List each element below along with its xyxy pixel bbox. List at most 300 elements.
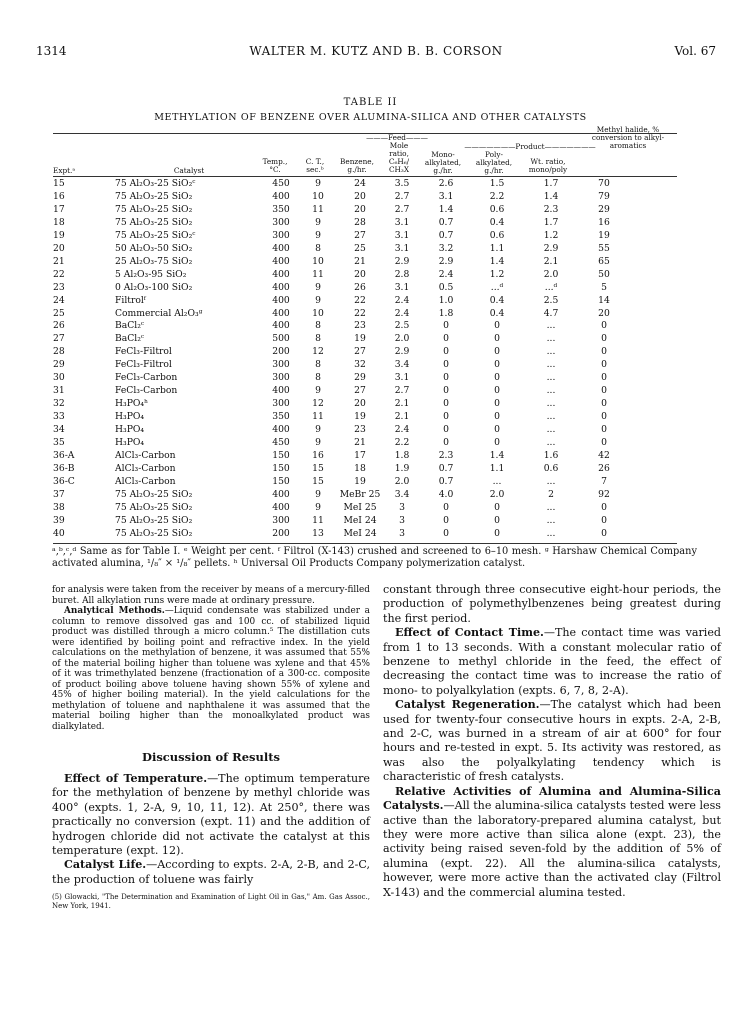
table-row <box>53 515 629 528</box>
table-cell: 20 <box>53 242 65 254</box>
table-cell: 21 <box>354 437 366 449</box>
table-cell: 55 <box>598 242 610 254</box>
table-cell: 19 <box>354 333 366 345</box>
table-row <box>53 191 629 204</box>
table-cell: 2 <box>548 488 554 500</box>
table-cell: 1.4 <box>438 203 454 215</box>
table-cell: 20 <box>354 203 366 215</box>
table-cell: 400 <box>272 307 290 319</box>
table-cell: 400 <box>272 294 290 306</box>
table-cell: 0 <box>494 333 500 345</box>
table-cell: 350 <box>272 203 290 215</box>
table-cell: 2.3 <box>438 450 454 462</box>
table-cell: 0.6 <box>489 229 505 241</box>
table-cell: 400 <box>272 501 290 513</box>
table-cell: 75 Al₂O₃-25 SiO₂ <box>115 527 193 539</box>
table-cell: 400 <box>272 242 290 254</box>
table-cell: FeCl₃-Carbon <box>115 385 178 397</box>
table-cell: 0 <box>443 514 449 526</box>
left-footnote: (5) Glowacki, "The Determination and Examination of Light Oil in Gas," Am. Gas Assoc., New York, 1941. <box>52 893 370 911</box>
table-cell: 50 <box>598 268 610 280</box>
table-cell: 0 <box>443 437 449 449</box>
table-cell: 10 <box>312 307 324 319</box>
table-cell: AlCl₃-Carbon <box>115 450 176 462</box>
table-cell: 500 <box>272 333 290 345</box>
table-cell: 400 <box>272 320 290 332</box>
table-cell: FeCl₃-Filtrol <box>115 359 172 371</box>
table-cell: ... <box>546 411 556 423</box>
table-cell: 9 <box>315 437 321 449</box>
table-cell: 2.9 <box>394 346 410 358</box>
table-cell: 1.4 <box>543 190 559 202</box>
product-group-label: ———————Product——————— <box>464 142 596 151</box>
table-cell: 300 <box>272 372 290 384</box>
table-cell: AlCl₃-Carbon <box>115 475 176 487</box>
left-p1: for analysis were taken from the receiver by means of a mercury-filled buret. All alkylation runs were made at ordinary pressure. <box>52 585 370 606</box>
table-cell: 28 <box>354 216 366 228</box>
volume: Vol. 67 <box>674 44 716 58</box>
table-cell: ... <box>492 475 502 487</box>
table-cell: 200 <box>272 527 290 539</box>
table-cell: 26 <box>354 281 366 293</box>
table-cell: 300 <box>272 398 290 410</box>
table-cell: 2.7 <box>394 385 410 397</box>
table-cell: 0 <box>494 437 500 449</box>
table-cell: 0 <box>494 320 500 332</box>
table-cell: 2.2 <box>489 190 505 202</box>
table-cell: BaCl₂ᶜ <box>115 320 145 332</box>
table-cell: ... <box>546 398 556 410</box>
table-cell: 0 <box>443 359 449 371</box>
table-cell: MeBr 25 <box>339 488 381 500</box>
table-cell: 25 Al₂O₃-75 SiO₂ <box>115 255 193 267</box>
table-cell: 16 <box>53 190 65 202</box>
table-cell: 0 <box>443 346 449 358</box>
table-cell: ... <box>546 385 556 397</box>
table-cell: 0 <box>443 527 449 539</box>
table-row <box>53 463 629 476</box>
col-mono: Mono-alkylated, g./hr. <box>424 150 462 175</box>
table-cell: ... <box>546 475 556 487</box>
table-cell: 9 <box>315 488 321 500</box>
table-caption: METHYLATION OF BENZENE OVER ALUMINA-SILICA AND OTHER CATALYSTS <box>154 112 587 123</box>
table-row <box>53 528 629 541</box>
table-cell: 0 <box>494 501 500 513</box>
col-benzene: Benzene, g./hr. <box>340 157 374 174</box>
table-cell: 0 <box>494 385 500 397</box>
table-cell: 50 Al₂O₃-50 SiO₂ <box>115 242 193 254</box>
table-cell: 1.7 <box>543 178 559 189</box>
table-cell: 0.7 <box>438 216 454 228</box>
table-cell: 11 <box>312 514 324 526</box>
table-cell: 2.0 <box>543 268 559 280</box>
table-cell: 75 Al₂O₃-25 SiO₂ <box>115 488 193 500</box>
table-cell: 8 <box>315 333 321 345</box>
table-cell: 4.7 <box>543 307 559 319</box>
table-cell: 21 <box>53 255 65 267</box>
table-cell: 450 <box>272 178 290 189</box>
table-footnote: ᵃ,ᵇ,ᶜ,ᵈ Same as for Table I. ᵉ Weight per cent. ᶠ Filtrol (X-143) crushed and screened to 6–10 mesh. ᵍ Harshaw Chemical Company activated alumina, ¹/₈″ × ¹/₈″ pellets. ʰ Universal Oil Products Company polymerization catalyst. <box>52 546 697 569</box>
table-cell: 27 <box>53 333 65 345</box>
table-cell: 3.1 <box>394 242 410 254</box>
table-cell: 400 <box>272 190 290 202</box>
table-cell: AlCl₃-Carbon <box>115 462 176 474</box>
table-cell: 27 <box>354 229 366 241</box>
table-cell: 2.1 <box>543 255 559 267</box>
table-cell: 40 <box>53 527 65 539</box>
col-methyl-halide: Methyl halide, % conversion to alkyl-aromatics <box>591 125 665 150</box>
table-row <box>53 346 629 359</box>
col-wt-ratio: Wt. ratio, mono/poly <box>528 157 568 174</box>
table-cell: 2.4 <box>394 424 410 436</box>
left-p4: Catalyst Life.—According to expts. 2-A, 2-B, and 2-C, the production of toluene was fairly <box>52 858 370 886</box>
table-cell: 75 Al₂O₃-25 SiO₂ <box>115 501 193 513</box>
table-cell: 0 <box>494 372 500 384</box>
table-cell: 15 <box>53 178 65 189</box>
table-cell: 9 <box>315 501 321 513</box>
table-cell: 2.5 <box>394 320 410 332</box>
left-column <box>52 585 370 911</box>
table-cell: 1.2 <box>489 268 505 280</box>
table-row <box>53 398 629 411</box>
table-cell: FeCl₃-Filtrol <box>115 346 172 358</box>
table-row <box>53 502 629 515</box>
table-cell: 16 <box>312 450 324 462</box>
table-cell: 23 <box>354 424 366 436</box>
right-p2: Effect of Contact Time.—The contact time was varied from 1 to 13 seconds. With a constant molecular ratio of benzene to methyl chloride in the feed, the effect of decreasing the contact time was to increase the ratio of mono- to polyalkylation (expts. 6, 7, 8, 2-A). <box>383 626 721 697</box>
left-p3: Effect of Temperature.—The optimum temperature for the methylation of benzene by methyl chloride was 400° (expts. 1, 2-A, 9, 10, 11, 12). At 250°, there was practically no conversion (expt. 11) and the addition of hydrogen chloride did not activate the catalyst at this temperature (expt. 12). <box>52 772 370 858</box>
table-cell: 0 <box>601 501 607 513</box>
table-cell: 0 <box>494 411 500 423</box>
table-cell: 2.7 <box>394 190 410 202</box>
table-row <box>53 320 629 333</box>
table-cell: 3.1 <box>394 216 410 228</box>
table-cell: 42 <box>598 450 610 462</box>
table-cell: 75 Al₂O₃-25 SiO₂ <box>115 514 193 526</box>
table-cell: 2.9 <box>394 255 410 267</box>
table-cell: MeI 25 <box>343 501 377 513</box>
table-cell: 17 <box>354 450 366 462</box>
table-cell: 37 <box>53 488 65 500</box>
table-cell: 17 <box>53 203 65 215</box>
table-row <box>53 204 629 217</box>
table-cell: ... <box>546 514 556 526</box>
table-cell: 9 <box>315 281 321 293</box>
table-cell: 3 <box>399 527 405 539</box>
table-cell: 18 <box>354 462 366 474</box>
table-cell: 0.5 <box>438 281 454 293</box>
table-row <box>53 476 629 489</box>
table-cell: 75 Al₂O₃-25 SiO₂ <box>115 203 193 215</box>
page-number: 1314 <box>36 44 67 58</box>
table-row <box>53 411 629 424</box>
table-row <box>53 385 629 398</box>
table-cell: 8 <box>315 359 321 371</box>
table-cell: 20 <box>354 190 366 202</box>
table-cell: 0 <box>494 398 500 410</box>
table-cell: 27 <box>354 346 366 358</box>
table-cell: 2.6 <box>438 178 454 189</box>
table-cell: 28 <box>53 346 65 358</box>
table-cell: 36-A <box>53 450 75 462</box>
table-cell: 8 <box>315 320 321 332</box>
table-cell: 11 <box>312 268 324 280</box>
table-cell: 0 <box>443 320 449 332</box>
table-cell: 30 <box>53 372 65 384</box>
table-cell: 22 <box>354 294 366 306</box>
table-cell: 4.0 <box>438 488 454 500</box>
table-cell: 3.1 <box>394 281 410 293</box>
table-cell: 32 <box>53 398 65 410</box>
table-cell: 1.4 <box>489 255 505 267</box>
table-cell: 2.7 <box>394 203 410 215</box>
table-cell: 9 <box>315 216 321 228</box>
table-cell: 38 <box>53 501 65 513</box>
table-cell: 20 <box>354 268 366 280</box>
data-table <box>53 178 629 541</box>
table-row <box>53 450 629 463</box>
table-cell: 12 <box>312 346 324 358</box>
table-cell: 92 <box>598 488 610 500</box>
table-cell: 3.1 <box>438 190 454 202</box>
table-cell: 9 <box>315 229 321 241</box>
table-cell: 0 Al₂O₃-100 SiO₂ <box>115 281 193 293</box>
table-cell: 9 <box>315 424 321 436</box>
table-cell: 23 <box>53 281 65 293</box>
table-cell: 19 <box>354 411 366 423</box>
table-cell: 1.2 <box>543 229 559 241</box>
header-bottom-rule <box>53 176 677 177</box>
table-cell: ... <box>546 372 556 384</box>
feed-group-label: ———Feed——— <box>366 133 428 142</box>
table-cell: 36-C <box>53 475 75 487</box>
table-cell: 2.0 <box>394 333 410 345</box>
table-row <box>53 359 629 372</box>
table-cell: 0 <box>601 333 607 345</box>
table-cell: 200 <box>272 346 290 358</box>
table-cell: 11 <box>312 411 324 423</box>
table-cell: 400 <box>272 281 290 293</box>
table-row <box>53 308 629 321</box>
table-cell: 10 <box>312 190 324 202</box>
table-cell: 25 <box>354 242 366 254</box>
table-cell: 15 <box>312 462 324 474</box>
table-cell: 2.8 <box>394 268 410 280</box>
table-cell: 34 <box>53 424 65 436</box>
table-row <box>53 282 629 295</box>
right-p3: Catalyst Regeneration.—The catalyst which had been used for twenty-four consecutive hours in expts. 2-A, 2-B, and 2-C, was burned in a stream of air at 600° for four hours and re-tested in expt. 5. Its activity was restored, as was also the polyalkylating tendency which is characteristic of fresh catalysts. <box>383 698 722 784</box>
table-cell: 26 <box>598 462 610 474</box>
table-cell: 65 <box>598 255 610 267</box>
table-cell: 350 <box>272 411 290 423</box>
table-row <box>53 230 629 243</box>
table-row <box>53 295 629 308</box>
table-cell: 150 <box>272 462 290 474</box>
table-cell: 300 <box>272 359 290 371</box>
table-cell: 70 <box>598 178 610 189</box>
table-cell: 0 <box>443 501 449 513</box>
table-cell: 8 <box>315 242 321 254</box>
table-cell: 0 <box>443 385 449 397</box>
table-cell: 400 <box>272 385 290 397</box>
table-row <box>53 256 629 269</box>
table-cell: H₃PO₄ <box>115 411 145 423</box>
table-cell: 24 <box>354 178 366 189</box>
table-cell: 19 <box>598 229 610 241</box>
table-cell: 2.1 <box>394 398 410 410</box>
table-bottom-rule <box>53 543 677 544</box>
table-cell: 0.4 <box>489 216 505 228</box>
table-cell: H₃PO₄ <box>115 424 145 436</box>
table-cell: 75 Al₂O₃-25 SiO₂ᶜ <box>115 229 196 241</box>
col-poly: Poly-alkylated, g./hr. <box>475 150 513 175</box>
table-cell: ...ᵈ <box>544 281 558 293</box>
table-cell: 13 <box>312 527 324 539</box>
table-cell: 2.2 <box>394 437 410 449</box>
table-cell: 1.7 <box>543 216 559 228</box>
table-cell: 25 <box>53 307 65 319</box>
table-cell: 5 Al₂O₃-95 SiO₂ <box>115 268 187 280</box>
table-cell: 19 <box>354 475 366 487</box>
table-cell: 12 <box>312 398 324 410</box>
table-row <box>53 333 629 346</box>
table-cell: 0.4 <box>489 307 505 319</box>
table-cell: 0 <box>494 424 500 436</box>
table-cell: BaCl₂ᶜ <box>115 333 145 345</box>
section-title: Discussion of Results <box>141 750 281 764</box>
table-cell: 3 <box>399 514 405 526</box>
table-cell: 2.4 <box>394 294 410 306</box>
table-cell: MeI 24 <box>343 514 377 526</box>
table-cell: 18 <box>53 216 65 228</box>
table-cell: 20 <box>598 307 610 319</box>
table-label: TABLE II <box>343 97 398 108</box>
table-cell: 5 <box>601 281 607 293</box>
table-cell: 10 <box>312 255 324 267</box>
table-cell: 0 <box>601 411 607 423</box>
table-row <box>53 437 629 450</box>
table-cell: 2.0 <box>489 488 505 500</box>
table-cell: 1.1 <box>489 462 505 474</box>
table-cell: 9 <box>315 385 321 397</box>
table-cell: 11 <box>312 203 324 215</box>
table-cell: H₃PO₄ <box>115 437 145 449</box>
table-cell: 3 <box>399 501 405 513</box>
table-cell: 0.6 <box>489 203 505 215</box>
table-cell: 0 <box>601 346 607 358</box>
table-cell: 3.2 <box>438 242 454 254</box>
table-cell: 22 <box>53 268 65 280</box>
table-cell: 0.4 <box>489 294 505 306</box>
table-cell: 2.4 <box>438 268 454 280</box>
table-cell: 0 <box>601 320 607 332</box>
table-cell: 23 <box>354 320 366 332</box>
table-cell: 1.8 <box>438 307 454 319</box>
table-cell: 26 <box>53 320 65 332</box>
table-cell: 75 Al₂O₃-25 SiO₂ <box>115 216 193 228</box>
table-cell: 1.9 <box>394 462 410 474</box>
table-cell: MeI 24 <box>343 527 377 539</box>
table-cell: ... <box>546 437 556 449</box>
table-cell: Filtrolᶠ <box>115 294 146 306</box>
table-cell: ...ᵈ <box>490 281 504 293</box>
table-cell: Commercial Al₂O₃ᵍ <box>115 307 203 319</box>
table-cell: 79 <box>598 190 610 202</box>
table-cell: 0 <box>443 424 449 436</box>
table-cell: 14 <box>598 294 610 306</box>
table-cell: 0.6 <box>543 462 559 474</box>
table-cell: ... <box>546 359 556 371</box>
table-row <box>53 489 629 502</box>
table-cell: 0 <box>494 514 500 526</box>
table-cell: 35 <box>53 437 65 449</box>
table-cell: 0 <box>443 333 449 345</box>
table-cell: 39 <box>53 514 65 526</box>
table-cell: ... <box>546 527 556 539</box>
table-cell: 27 <box>354 385 366 397</box>
table-cell: 2.3 <box>543 203 559 215</box>
table-cell: 0 <box>601 437 607 449</box>
table-cell: 1.1 <box>489 242 505 254</box>
table-cell: 1.4 <box>489 450 505 462</box>
table-cell: 19 <box>53 229 65 241</box>
table-cell: 150 <box>272 475 290 487</box>
authors: WALTER M. KUTZ AND B. B. CORSON <box>249 44 503 58</box>
table-row <box>53 424 629 437</box>
table-cell: 7 <box>601 475 607 487</box>
right-p4: Relative Activities of Alumina and Alumina-Silica Catalysts.—All the alumina-silica catalysts tested were less active than the laboratory-prepared alumina catalyst, but they were more active than silica alone (expt. 23), the activity being raised seven-fold by the addition of 5% of alumina (expt. 22). All the alumina-silica catalysts, however, were more active than the activated clay (Filtrol X-143) and the commercial alumina tested. <box>383 784 721 899</box>
table-cell: 2.9 <box>543 242 559 254</box>
table-cell: ... <box>546 501 556 513</box>
table-row <box>53 178 629 191</box>
table-cell: 36-B <box>53 462 75 474</box>
table-cell: 0 <box>443 372 449 384</box>
table-cell: 24 <box>53 294 65 306</box>
table-cell: ... <box>546 424 556 436</box>
table-cell: 29 <box>354 372 366 384</box>
col-catalyst: Catalyst <box>173 166 205 175</box>
table-cell: 0 <box>601 527 607 539</box>
table-cell: 450 <box>272 437 290 449</box>
table-cell: FeCl₃-Carbon <box>115 372 178 384</box>
table-cell: 1.5 <box>489 178 505 189</box>
table-cell: 1.6 <box>543 450 559 462</box>
table-cell: 0 <box>601 514 607 526</box>
table-cell: H₃PO₄ʰ <box>115 398 149 410</box>
table-row <box>53 217 629 230</box>
table-cell: 75 Al₂O₃-25 SiO₂ <box>115 190 193 202</box>
col-expt: Expt.ᵃ <box>53 166 76 175</box>
table-cell: 3.4 <box>394 488 410 500</box>
col-temp: Temp., °C. <box>262 157 288 174</box>
table-cell: 1.8 <box>394 450 410 462</box>
table-cell: 150 <box>272 450 290 462</box>
table-cell: 0.7 <box>438 462 454 474</box>
table-cell: 2.1 <box>394 411 410 423</box>
col-mole-ratio: Mole ratio, C₆H₆/ CH₃X <box>388 141 410 174</box>
table-cell: 2.0 <box>394 475 410 487</box>
table-cell: 3.5 <box>394 178 410 189</box>
table-row <box>53 372 629 385</box>
table-cell: 400 <box>272 268 290 280</box>
table-cell: 2.4 <box>394 307 410 319</box>
table-cell: 16 <box>598 216 610 228</box>
table-cell: 300 <box>272 514 290 526</box>
table-cell: ... <box>546 333 556 345</box>
table-cell: 15 <box>312 475 324 487</box>
table-cell: 2.9 <box>438 255 454 267</box>
table-cell: ... <box>546 346 556 358</box>
